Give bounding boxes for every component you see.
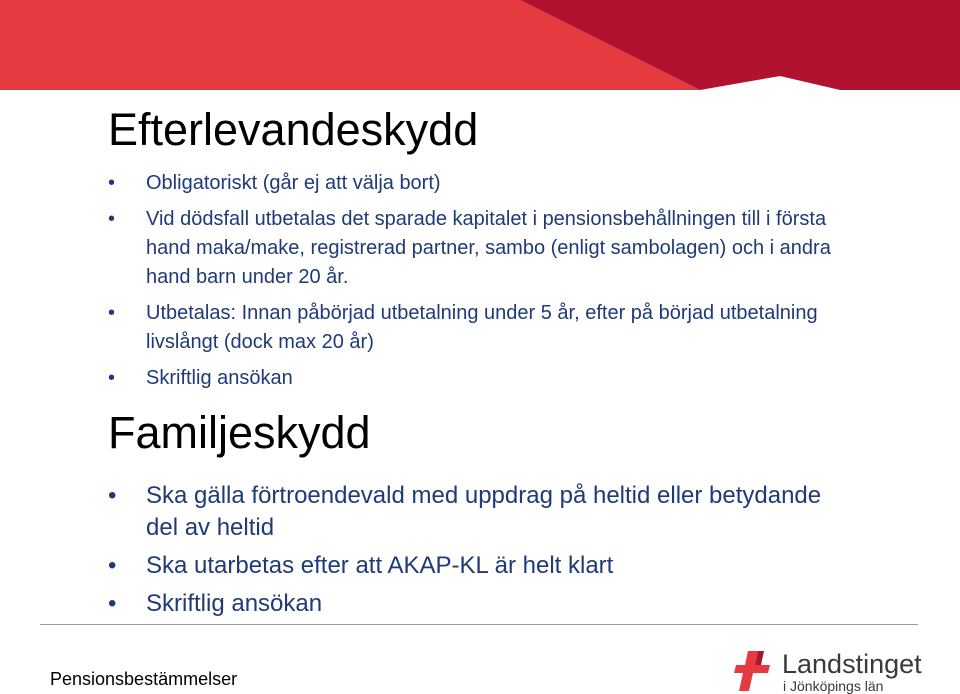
section-heading-efterlevandeskydd: Efterlevandeskydd xyxy=(108,104,479,155)
header-band xyxy=(0,0,960,90)
list-item-text: Skriftlig ansökan xyxy=(146,367,293,389)
list-item xyxy=(108,480,848,544)
footer-label: Pensionsbestämmelser xyxy=(50,669,238,689)
list-item-text: Skriftlig ansökan xyxy=(146,590,323,617)
footer-divider xyxy=(40,624,918,625)
list-item-text: Ska gälla förtroendevald med uppdrag på heltid eller betydande del av heltid xyxy=(146,482,822,541)
bullet-icon: • xyxy=(108,590,117,617)
section-heading-familjeskydd: Familjeskydd xyxy=(108,407,371,458)
efterlevandeskydd-list xyxy=(108,169,848,400)
list-item-text: Utbetalas: Innan påbörjad utbetalning under 5 år, efter på börjad utbetalning livslångt (dock max 20 år) xyxy=(146,302,818,353)
bullet-icon: • xyxy=(108,367,116,389)
familjeskydd-list xyxy=(108,480,848,626)
list-item-text: Ska utarbetas efter att AKAP-KL är helt klart xyxy=(146,552,614,579)
logo-name: Landstinget xyxy=(782,649,922,679)
list-item-text: Vid dödsfall utbetalas det sparade kapitalet i pensionsbehållningen till i första hand maka/make, registrerad partner, sambo (enligt sambolagen) och i andra hand barn under 20 år. xyxy=(146,208,831,288)
cross-logo-icon xyxy=(734,651,776,691)
organization-logo xyxy=(734,649,934,693)
list-item xyxy=(108,588,848,620)
list-item xyxy=(108,364,848,393)
bullet-icon: • xyxy=(108,552,117,579)
list-item-text: Obligatoriskt (går ej att välja bort) xyxy=(146,172,441,194)
bullet-icon: • xyxy=(108,482,117,509)
bullet-icon: • xyxy=(108,208,116,230)
list-item xyxy=(108,205,848,292)
logo-subtitle: i Jönköpings län xyxy=(783,678,884,694)
list-item xyxy=(108,550,848,582)
list-item xyxy=(108,299,848,357)
bullet-icon: • xyxy=(108,302,116,324)
list-item xyxy=(108,169,848,198)
bullet-icon: • xyxy=(108,172,116,194)
